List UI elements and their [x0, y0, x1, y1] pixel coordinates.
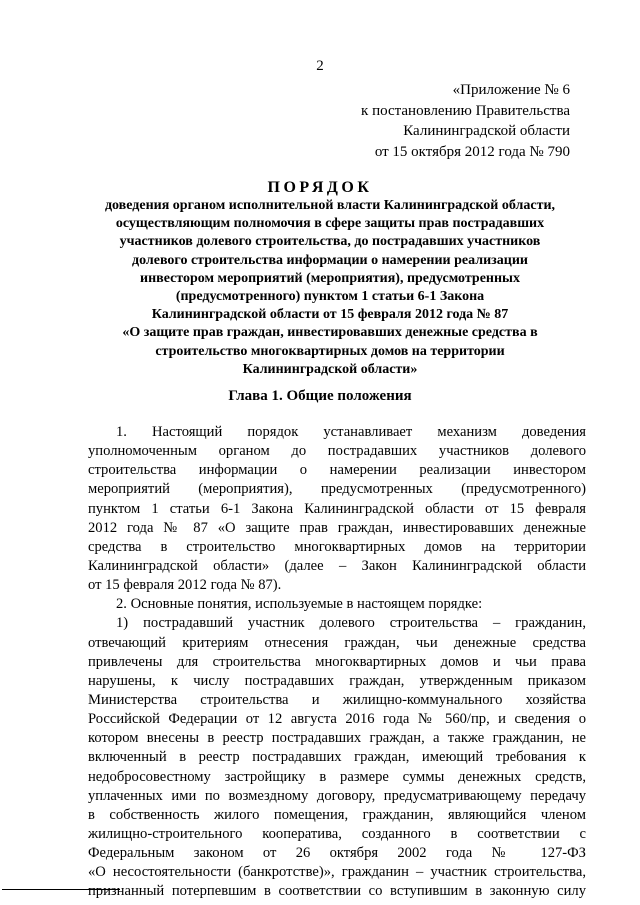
subtitle-line: строительство многоквартирных домов на территории — [155, 343, 505, 359]
text-line: 2. Основные понятия, используемые в настоящем порядке: — [116, 596, 483, 613]
document-subtitle — [85, 197, 575, 379]
subtitle-line: осуществляющим полномочия в сфере защиты прав пострадавших — [115, 216, 545, 232]
page-number: 2 — [316, 58, 324, 74]
text-line: 1. Настоящий порядок устанавливает механизм доведения — [116, 424, 586, 440]
text-line: включенный в реестр пострадавших граждан, имеющий требования к — [88, 749, 586, 766]
subtitle-line: Калининградской области» — [242, 361, 418, 377]
text-line: в собственность жилого помещения, гражданин, являющийся членом — [88, 806, 586, 823]
text-line: недобросовестному застройщику в размере суммы денежных средств, — [88, 768, 586, 785]
text-line: нарушены, к числу пострадавших граждан, утвержденным приказом — [88, 672, 586, 689]
subtitle-line: долевого строительства информации о намерении реализации — [132, 252, 528, 268]
text-line: признанный потерпевшим в соответствии со вступившим в законную силу — [88, 883, 586, 900]
subtitle-line: участников долевого строительства, до пострадавших участников — [119, 234, 541, 250]
appendix-line: к постановлению Правительства — [361, 102, 570, 119]
text-line: котором внесены в реестр пострадавших граждан, а также гражданин, не — [88, 730, 586, 747]
document-title: ПОРЯДОК — [267, 179, 373, 196]
text-line: жилищно-строительного кооператива, созданного в соответствии с — [88, 825, 586, 842]
text-line: Калининградской области» (далее – Закон Калининградской области — [88, 557, 586, 574]
subtitle-line: доведения органом исполнительной власти Калининградской области, — [104, 198, 556, 213]
appendix-reference — [330, 80, 570, 162]
subtitle-line: инвестором мероприятий (мероприятия), предусмотренных — [140, 270, 520, 286]
text-line: привлечены для строительства многоквартирных домов и чьи права — [88, 653, 586, 670]
text-line: Министерства строительства и жилищно-коммунального хозяйства — [88, 691, 586, 708]
text-line: Федеральным законом от 26 октября 2002 года № 127-ФЗ — [88, 845, 586, 862]
text-line: средства в строительство многоквартирных домов на территории — [88, 538, 586, 555]
subtitle-line: «О защите прав граждан, инвестировавших денежные средства в — [122, 325, 538, 341]
subtitle-line: (предусмотренного) пунктом 1 статьи 6-1 Закона — [175, 289, 485, 305]
text-line: отвечающий критериям отнесения граждан, чьи денежные средства — [88, 634, 586, 651]
text-line: мероприятий (мероприятия), предусмотренных (предусмотренного) — [88, 481, 586, 498]
text-line: пунктом 1 статьи 6-1 Закона Калининградской области от 15 февраля — [88, 500, 586, 517]
text-line: от 15 февраля 2012 года № 87). — [88, 577, 282, 594]
text-line: 2012 года № 87 «О защите прав граждан, инвестировавших денежные — [88, 519, 586, 536]
text-line: «О несостоятельности (банкротстве)», гражданин – участник строительства, — [88, 864, 586, 881]
text-line: уполномоченным органом до пострадавших участников долевого — [88, 443, 586, 460]
appendix-line: «Приложение № 6 — [452, 82, 570, 98]
text-line: уплаченных ими по возмездному договору, предусматривающему передачу — [88, 787, 586, 804]
text-line: 1) пострадавший участник долевого строительства – гражданин, — [116, 615, 586, 632]
appendix-line: от 15 октября 2012 года № 790 — [374, 143, 570, 160]
chapter-heading: Глава 1. Общие положения — [228, 388, 412, 404]
subtitle-line: Калининградской области от 15 февраля 2012 года № 87 — [151, 307, 509, 323]
body-text — [88, 423, 586, 902]
text-line: строительства информации о намерении реализации инвестором — [88, 462, 586, 479]
text-line: Российской Федерации от 12 августа 2016 года № 560/пр, и сведения о — [88, 711, 586, 728]
appendix-line: Калининградской области — [403, 123, 570, 139]
footnote-separator — [2, 889, 120, 890]
